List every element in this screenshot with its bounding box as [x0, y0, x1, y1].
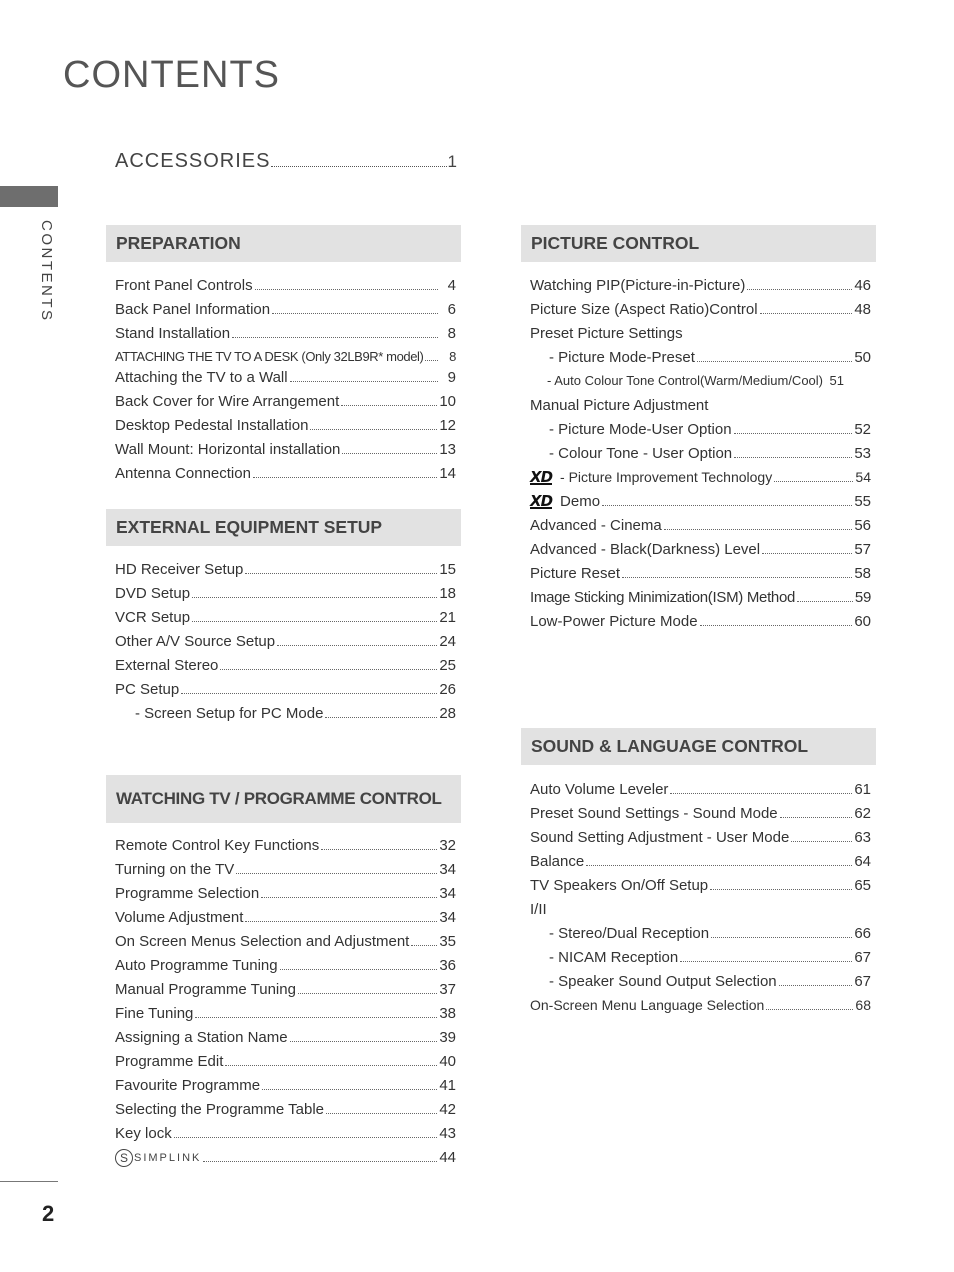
page-ref: 51 — [829, 373, 844, 388]
section-header: PICTURE CONTROL — [521, 225, 876, 262]
toc-entry[interactable] — [521, 805, 876, 829]
entry-label: Front Panel Controls — [115, 277, 253, 294]
dot-leader — [342, 453, 437, 454]
dot-leader — [245, 573, 437, 574]
page-ref: 8 — [447, 325, 456, 342]
dot-leader — [747, 289, 852, 290]
page-ref: 42 — [439, 1101, 456, 1118]
toc-list — [521, 781, 876, 1021]
toc-entry[interactable] — [106, 609, 461, 633]
entry-label: Remote Control Key Functions — [115, 837, 320, 854]
toc-entry[interactable] — [106, 981, 461, 1005]
toc-entry[interactable] — [521, 565, 876, 589]
dot-leader — [326, 1113, 437, 1114]
toc-entry[interactable] — [521, 853, 876, 877]
entry-label: Stand Installation — [115, 325, 231, 342]
page-ref: 55 — [854, 493, 871, 510]
page-ref: 65 — [854, 877, 871, 894]
dot-leader — [411, 945, 437, 946]
toc-entry[interactable] — [106, 861, 461, 885]
toc-entry[interactable] — [106, 633, 461, 657]
dot-leader — [271, 166, 446, 167]
section-watching-tv — [106, 775, 461, 1173]
toc-entry[interactable] — [521, 469, 876, 493]
entry-label: - Stereo/Dual Reception — [549, 925, 710, 942]
dot-leader — [697, 361, 852, 362]
toc-entry[interactable] — [106, 393, 461, 417]
entry-label: DVD Setup — [115, 585, 191, 602]
toc-entry[interactable] — [521, 973, 876, 997]
page-ref: 36 — [439, 957, 456, 974]
toc-entry[interactable] — [106, 837, 461, 861]
toc-list — [106, 561, 461, 729]
toc-entry[interactable] — [106, 657, 461, 681]
dot-leader — [766, 1009, 853, 1010]
toc-entry[interactable] — [106, 1053, 461, 1077]
dot-leader — [779, 985, 853, 986]
dot-leader — [298, 993, 437, 994]
toc-entry[interactable] — [521, 541, 876, 565]
xd-logo: XD — [530, 492, 553, 510]
entry-label: Turning on the TV — [115, 861, 235, 878]
dot-leader — [245, 921, 437, 922]
page-ref: 59 — [854, 589, 871, 606]
page-ref: 15 — [439, 561, 456, 578]
page-ref: 67 — [854, 973, 871, 990]
dot-leader — [232, 337, 438, 338]
section-header: PREPARATION — [106, 225, 461, 262]
page-title: CONTENTS — [63, 54, 280, 96]
entry-label: External Stereo — [115, 657, 219, 674]
dot-leader — [195, 1017, 437, 1018]
page-ref: 25 — [439, 657, 456, 674]
entry-label: Auto Volume Leveler — [530, 781, 669, 798]
page-ref: 43 — [439, 1125, 456, 1142]
toc-entry[interactable] — [521, 589, 876, 613]
page-ref: 4 — [447, 277, 456, 294]
page-number: 2 — [42, 1201, 55, 1226]
toc-list — [106, 837, 461, 1173]
page-ref: 63 — [854, 829, 871, 846]
page-ref: 40 — [439, 1053, 456, 1070]
page-ref: 62 — [854, 805, 871, 822]
dot-leader — [253, 477, 437, 478]
toc-entry[interactable] — [521, 445, 876, 469]
entry-label: Picture Reset — [530, 565, 621, 582]
page-ref: 13 — [439, 441, 456, 458]
page-ref: 67 — [854, 949, 871, 966]
xd-logo: XD — [530, 468, 553, 486]
page-ref: 52 — [854, 421, 871, 438]
page-ref: 34 — [439, 885, 456, 902]
page-ref: 66 — [854, 925, 871, 942]
dot-leader — [710, 889, 852, 890]
dot-leader — [174, 1137, 438, 1138]
simplink-icon: S — [115, 1149, 133, 1167]
entry-label: - Auto Colour Tone Control(Warm/Medium/Cool) — [547, 373, 823, 388]
toc-entry[interactable] — [106, 1005, 461, 1029]
toc-entry[interactable] — [106, 957, 461, 981]
accessories-title: ACCESSORIES — [115, 150, 271, 172]
page-ref: 10 — [439, 393, 456, 410]
entry-label: Selecting the Programme Table — [115, 1101, 325, 1118]
page-ref: 28 — [439, 705, 456, 722]
dot-leader — [203, 1161, 437, 1162]
toc-entry[interactable] — [106, 705, 461, 729]
toc-entry[interactable] — [521, 829, 876, 853]
toc-entry[interactable] — [106, 325, 461, 349]
entry-label: Fine Tuning — [115, 1005, 194, 1022]
entry-label: - NICAM Reception — [549, 949, 679, 966]
dot-leader — [280, 969, 438, 970]
entry-label: Advanced - Cinema — [530, 517, 662, 534]
toc-entry[interactable] — [521, 349, 876, 373]
section-header: WATCHING TV / PROGRAMME CONTROL — [106, 775, 461, 823]
entry-label: Programme Selection — [115, 885, 260, 902]
toc-entry[interactable] — [106, 1101, 461, 1125]
entry-label: - Picture Improvement Technology — [560, 469, 773, 485]
page-ref: 35 — [439, 933, 456, 950]
dot-leader — [225, 1065, 437, 1066]
toc-list — [521, 277, 876, 637]
dot-leader — [236, 873, 437, 874]
dot-leader — [272, 313, 438, 314]
page-ref: 18 — [439, 585, 456, 602]
entry-label: - Colour Tone - User Option — [549, 445, 733, 462]
toc-entry[interactable] — [106, 933, 461, 957]
toc-entry[interactable] — [521, 925, 876, 949]
entry-label: Preset Picture Settings — [530, 325, 683, 342]
toc-entry[interactable] — [106, 585, 461, 609]
entry-label: - Speaker Sound Output Selection — [549, 973, 777, 990]
toc-entry[interactable] — [106, 369, 461, 393]
dot-leader — [760, 313, 853, 314]
toc-entry[interactable] — [521, 613, 876, 637]
entry-label: Back Cover for Wire Arrangement — [115, 393, 340, 410]
dot-leader — [670, 793, 852, 794]
toc-entry[interactable] — [106, 1149, 461, 1173]
page-ref: 26 — [439, 681, 456, 698]
dot-leader — [192, 597, 437, 598]
side-label: CONTENTS — [38, 220, 55, 323]
entry-label: On-Screen Menu Language Selection — [530, 997, 765, 1013]
page-ref: 24 — [439, 633, 456, 650]
entry-label: Key lock — [115, 1125, 172, 1142]
entry-label: Manual Picture Adjustment — [530, 397, 709, 414]
page-ref: 48 — [854, 301, 871, 318]
page-ref: 38 — [439, 1005, 456, 1022]
entry-label: Antenna Connection — [115, 465, 251, 482]
section-preparation — [106, 225, 461, 489]
page-ref: 54 — [855, 469, 871, 485]
dot-leader — [791, 841, 852, 842]
dot-leader — [700, 625, 853, 626]
entry-label: SIMPLINK — [134, 1152, 202, 1164]
dot-leader — [774, 481, 853, 482]
entry-label: TV Speakers On/Off Setup — [530, 877, 709, 894]
toc-entry[interactable] — [106, 1029, 461, 1053]
page-ref: 6 — [447, 301, 456, 318]
toc-entry[interactable] — [106, 1077, 461, 1101]
toc-entry[interactable] — [106, 417, 461, 441]
entry-label: Advanced - Black(Darkness) Level — [530, 541, 761, 558]
page-ref: 32 — [439, 837, 456, 854]
section-header: SOUND & LANGUAGE CONTROL — [521, 728, 876, 765]
toc-entry[interactable] — [521, 277, 876, 301]
page-ref: 34 — [439, 909, 456, 926]
entry-label: Volume Adjustment — [115, 909, 244, 926]
dot-leader — [220, 669, 437, 670]
dot-leader — [325, 717, 437, 718]
entry-label: Preset Sound Settings - Sound Mode — [530, 805, 778, 822]
page-ref: 34 — [439, 861, 456, 878]
dot-leader — [734, 457, 852, 458]
entry-label: - Screen Setup for PC Mode — [135, 705, 324, 722]
entry-label: On Screen Menus Selection and Adjustment — [115, 933, 410, 950]
dot-leader — [255, 289, 438, 290]
dot-leader — [181, 693, 437, 694]
toc-entry[interactable] — [521, 949, 876, 973]
dot-leader — [321, 849, 437, 850]
page-ref: 12 — [439, 417, 456, 434]
dot-leader — [586, 865, 852, 866]
toc-entry[interactable] — [521, 901, 876, 925]
toc-entry[interactable] — [521, 373, 876, 397]
page-ref: 21 — [439, 609, 456, 626]
page-ref: 9 — [447, 369, 456, 386]
entry-label: PC Setup — [115, 681, 180, 698]
page-ref: 64 — [854, 853, 871, 870]
toc-entry[interactable] — [106, 301, 461, 325]
page-ref: 39 — [439, 1029, 456, 1046]
page-ref: 41 — [439, 1077, 456, 1094]
page-ref: 14 — [439, 465, 456, 482]
entry-label: Picture Size (Aspect Ratio)Control — [530, 301, 758, 318]
section-sound-language-control — [521, 728, 876, 1021]
simplink-logo — [115, 1149, 201, 1167]
dot-leader — [762, 553, 852, 554]
entry-label: Desktop Pedestal Installation — [115, 417, 309, 434]
dot-leader — [341, 405, 437, 406]
toc-entry[interactable] — [106, 681, 461, 705]
entry-label: Manual Programme Tuning — [115, 981, 296, 998]
dot-leader — [290, 381, 438, 382]
toc-entry[interactable] — [106, 465, 461, 489]
entry-label: Auto Programme Tuning — [115, 957, 278, 974]
toc-entry[interactable] — [106, 441, 461, 465]
page-ref: 46 — [854, 277, 871, 294]
section-external-equipment-setup — [106, 509, 461, 729]
toc-entry[interactable] — [521, 877, 876, 901]
entry-label: Back Panel Information — [115, 301, 271, 318]
entry-label: Sound Setting Adjustment - User Mode — [530, 829, 790, 846]
dot-leader — [711, 937, 852, 938]
toc-entry[interactable] — [106, 349, 461, 369]
dot-leader — [780, 817, 853, 818]
toc-entry[interactable] — [521, 517, 876, 541]
page-ref: 57 — [854, 541, 871, 558]
entry-label: Low-Power Picture Mode — [530, 613, 698, 630]
toc-entry[interactable] — [106, 277, 461, 301]
section-header: EXTERNAL EQUIPMENT SETUP — [106, 509, 461, 546]
toc-entry[interactable] — [521, 421, 876, 445]
entry-label: Wall Mount: Horizontal installation — [115, 441, 341, 458]
entry-label: Assigning a Station Name — [115, 1029, 288, 1046]
toc-entry[interactable] — [521, 325, 876, 349]
toc-entry[interactable] — [521, 397, 876, 421]
bottom-rule — [0, 1181, 58, 1182]
entry-label: Watching PIP(Picture-in-Picture) — [530, 277, 746, 294]
page-ref: 53 — [854, 445, 871, 462]
toc-entry[interactable] — [106, 909, 461, 933]
dot-leader — [261, 897, 437, 898]
dot-leader — [622, 577, 852, 578]
dot-leader — [680, 961, 852, 962]
toc-entry[interactable] — [106, 885, 461, 909]
entry-label: ATTACHING THE TV TO A DESK (Only 32LB9R* model) — [115, 349, 424, 364]
page-ref: 37 — [439, 981, 456, 998]
toc-entry[interactable] — [521, 493, 876, 517]
page-ref: 61 — [854, 781, 871, 798]
dot-leader — [310, 429, 437, 430]
dot-leader — [797, 601, 853, 602]
entry-label: Image Sticking Minimization(ISM) Method — [530, 589, 796, 606]
entry-label: Demo — [560, 493, 601, 510]
page-ref: 44 — [439, 1149, 456, 1166]
entry-label: Attaching the TV to a Wall — [115, 369, 288, 386]
entry-label: HD Receiver Setup — [115, 561, 244, 578]
dot-leader — [262, 1089, 437, 1090]
entry-label: I/II — [530, 901, 547, 918]
toc-entry-accessories[interactable] — [115, 150, 457, 173]
toc-entry[interactable] — [521, 997, 876, 1021]
section-picture-control — [521, 225, 876, 637]
entry-label: Programme Edit — [115, 1053, 224, 1070]
toc-entry[interactable] — [521, 301, 876, 325]
dot-leader — [192, 621, 437, 622]
entry-label: Balance — [530, 853, 585, 870]
toc-entry[interactable] — [106, 1125, 461, 1149]
dot-leader — [734, 433, 853, 434]
entry-label: Favourite Programme — [115, 1077, 261, 1094]
page-ref: 58 — [854, 565, 871, 582]
page-ref: 68 — [855, 997, 871, 1013]
entry-label: VCR Setup — [115, 609, 191, 626]
page-ref: 1 — [447, 152, 457, 171]
page-ref: 8 — [449, 349, 456, 364]
toc-entry[interactable] — [521, 781, 876, 805]
dot-leader — [277, 645, 437, 646]
page-ref: 60 — [854, 613, 871, 630]
dot-leader — [425, 360, 438, 361]
page-ref: 50 — [854, 349, 871, 366]
dot-leader — [290, 1041, 438, 1042]
side-tab-marker — [0, 186, 58, 207]
entry-label: - Picture Mode-Preset — [549, 349, 695, 366]
dot-leader — [664, 529, 853, 530]
dot-leader — [602, 505, 852, 506]
toc-list — [106, 277, 461, 489]
page-ref: 56 — [854, 517, 871, 534]
entry-label: Other A/V Source Setup — [115, 633, 276, 650]
toc-entry[interactable] — [106, 561, 461, 585]
entry-label: - Picture Mode-User Option — [549, 421, 732, 438]
